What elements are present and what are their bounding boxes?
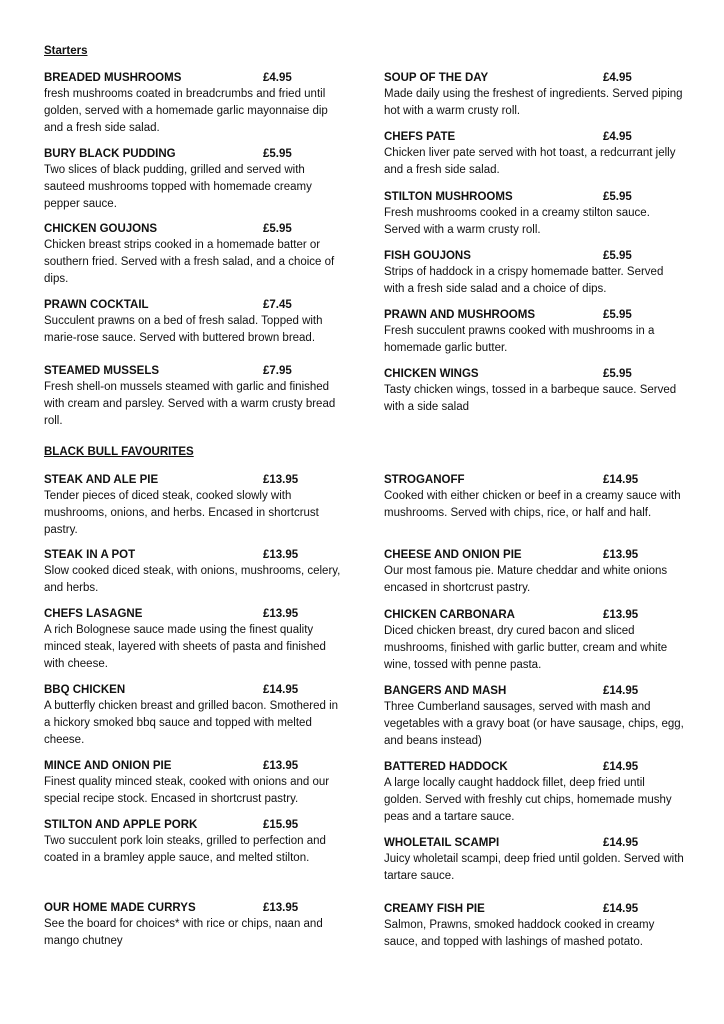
item-description: Tasty chicken wings, tossed in a barbeque sauce. Served with a side salad [384, 384, 677, 413]
item-name: CHICKEN CARBONARA [384, 609, 515, 621]
item-name: CHICKEN WINGS [384, 368, 479, 380]
menu-item [44, 363, 344, 429]
item-description: Tender pieces of diced steak, cooked slowly with mushrooms, onions, and herbs. Encased in shortcrust pastry. [44, 490, 319, 536]
item-price: £14.95 [263, 684, 299, 696]
item-description: See the board for choices* with rice or chips, naan and mango chutney [44, 918, 323, 947]
item-name: SOUP OF THE DAY [384, 72, 489, 84]
menu-item [384, 248, 684, 298]
item-description: Slow cooked diced steak, with onions, mushrooms, celery, and herbs. [44, 565, 341, 594]
item-name: CHICKEN GOUJONS [44, 223, 158, 235]
item-description: Fresh shell-on mussels steamed with garlic and finished with cream and parsley. Served with a warm crusty bread roll. [44, 381, 336, 427]
item-description: Fresh mushrooms cooked in a creamy stilton sauce. Served with a warm crusty roll. [384, 207, 650, 236]
item-name: STEAK AND ALE PIE [44, 474, 159, 486]
item-description: Our most famous pie. Mature cheddar and white onions encased in shortcrust pastry. [384, 565, 668, 594]
item-name: STEAMED MUSSELS [44, 365, 160, 377]
item-price: £14.95 [603, 685, 639, 697]
item-price: £4.95 [603, 131, 632, 143]
item-name: PRAWN AND MUSHROOMS [384, 309, 535, 321]
menu-item [44, 606, 344, 672]
item-description: Chicken breast strips cooked in a homemade batter or southern fried. Served with a fresh salad, and a choice of dips. [44, 239, 335, 285]
item-price: £5.95 [603, 368, 632, 380]
menu-item [44, 221, 344, 287]
menu-item [44, 547, 344, 597]
item-price: £14.95 [603, 474, 639, 486]
menu-item [44, 146, 344, 212]
item-name: BBQ CHICKEN [44, 684, 126, 696]
menu-item [44, 900, 344, 950]
menu-item [384, 472, 684, 522]
menu-item [384, 547, 684, 597]
menu-item [384, 70, 684, 120]
item-name: WHOLETAIL SCAMPI [384, 837, 500, 849]
item-price: £13.95 [603, 609, 639, 621]
menu-item [44, 472, 344, 538]
item-price: £7.95 [263, 365, 292, 377]
item-name: MINCE AND ONION PIE [44, 760, 172, 772]
item-name: STEAK IN A POT [44, 549, 136, 561]
menu-item [384, 759, 684, 825]
item-description: Two succulent pork loin steaks, grilled to perfection and coated in a bramley apple sauce, and melted stilton. [44, 835, 326, 864]
item-price: £5.95 [263, 148, 292, 160]
item-description: Diced chicken breast, dry cured bacon and sliced mushrooms, finished with garlic butter, cream and white wine, tossed with penne pasta. [384, 625, 668, 671]
item-name: STROGANOFF [384, 474, 465, 486]
item-name: OUR HOME MADE CURRYS [44, 902, 196, 914]
item-description: A butterfly chicken breast and grilled bacon. Smothered in a hickory smoked bbq sauce and topped with melted cheese. [44, 700, 339, 746]
item-price: £13.95 [263, 549, 299, 561]
item-price: £7.45 [263, 299, 292, 311]
item-price: £13.95 [263, 474, 299, 486]
item-description: Two slices of black pudding, grilled and served with sauteed mushrooms topped with homemade creamy pepper sauce. [44, 164, 312, 210]
menu-item [384, 607, 684, 673]
item-price: £13.95 [603, 549, 639, 561]
menu-item [44, 817, 344, 867]
item-name: CHEFS LASAGNE [44, 608, 143, 620]
item-name: BREADED MUSHROOMS [44, 72, 182, 84]
item-description: Fresh succulent prawns cooked with mushrooms in a homemade garlic butter. [384, 325, 655, 354]
favourites-heading: BLACK BULL FAVOURITES [44, 446, 194, 458]
menu-item [384, 683, 684, 749]
item-description: Chicken liver pate served with hot toast, a redcurrant jelly and a fresh side salad. [384, 147, 676, 176]
item-description: Succulent prawns on a bed of fresh salad. Topped with marie-rose sauce. Served with buttered brown bread. [44, 315, 323, 344]
item-price: £5.95 [263, 223, 292, 235]
item-name: BURY BLACK PUDDING [44, 148, 176, 160]
item-description: Juicy wholetail scampi, deep fried until golden. Served with tartare sauce. [384, 853, 684, 882]
item-name: CHEESE AND ONION PIE [384, 549, 522, 561]
item-description: Made daily using the freshest of ingredients. Served piping hot with a warm crusty roll. [384, 88, 683, 117]
menu-item [44, 70, 344, 136]
item-price: £13.95 [263, 902, 299, 914]
item-price: £14.95 [603, 837, 639, 849]
item-description: Salmon, Prawns, smoked haddock cooked in creamy sauce, and topped with lashings of mashed potato. [384, 919, 655, 948]
item-name: CHEFS PATE [384, 131, 456, 143]
menu-item [384, 901, 684, 951]
item-price: £14.95 [603, 903, 639, 915]
item-name: STILTON MUSHROOMS [384, 191, 513, 203]
menu-item [44, 682, 344, 748]
item-name: BANGERS AND MASH [384, 685, 507, 697]
item-price: £15.95 [263, 819, 299, 831]
item-price: £4.95 [263, 72, 292, 84]
item-description: Strips of haddock in a crispy homemade batter. Served with a fresh side salad and a choice of dips. [384, 266, 664, 295]
starters-heading: Starters [44, 45, 88, 57]
menu-item [44, 297, 344, 347]
item-price: £4.95 [603, 72, 632, 84]
item-name: BATTERED HADDOCK [384, 761, 508, 773]
item-description: Three Cumberland sausages, served with mash and vegetables with a gravy boat (or have sausage, chips, egg, and beans instead) [384, 701, 684, 747]
menu-item [44, 758, 344, 808]
item-price: £5.95 [603, 309, 632, 321]
item-name: CREAMY FISH PIE [384, 903, 485, 915]
item-price: £13.95 [263, 608, 299, 620]
item-price: £13.95 [263, 760, 299, 772]
menu-item [384, 366, 684, 416]
item-name: PRAWN COCKTAIL [44, 299, 149, 311]
item-name: FISH GOUJONS [384, 250, 471, 262]
item-price: £14.95 [603, 761, 639, 773]
item-description: A large locally caught haddock fillet, deep fried until golden. Served with freshly cut chips, homemade mushy peas and a tartare sauce. [384, 777, 672, 823]
item-description: A rich Bolognese sauce made using the finest quality minced steak, layered with sheets of pasta and finished with cheese. [44, 624, 326, 670]
menu-item [384, 835, 684, 885]
menu-item [384, 129, 684, 179]
item-description: fresh mushrooms coated in breadcrumbs and fried until golden, served with a homemade garlic mayonnaise dip and a fresh side salad. [44, 88, 328, 134]
menu-item [384, 307, 684, 357]
item-price: £5.95 [603, 191, 632, 203]
item-description: Finest quality minced steak, cooked with onions and our special recipe stock. Encased in shortcrust pastry. [44, 776, 330, 805]
item-name: STILTON AND APPLE PORK [44, 819, 198, 831]
item-description: Cooked with either chicken or beef in a creamy sauce with mushrooms. Served with chips, rice, or half and half. [384, 490, 681, 519]
item-price: £5.95 [603, 250, 632, 262]
menu-item [384, 189, 684, 239]
